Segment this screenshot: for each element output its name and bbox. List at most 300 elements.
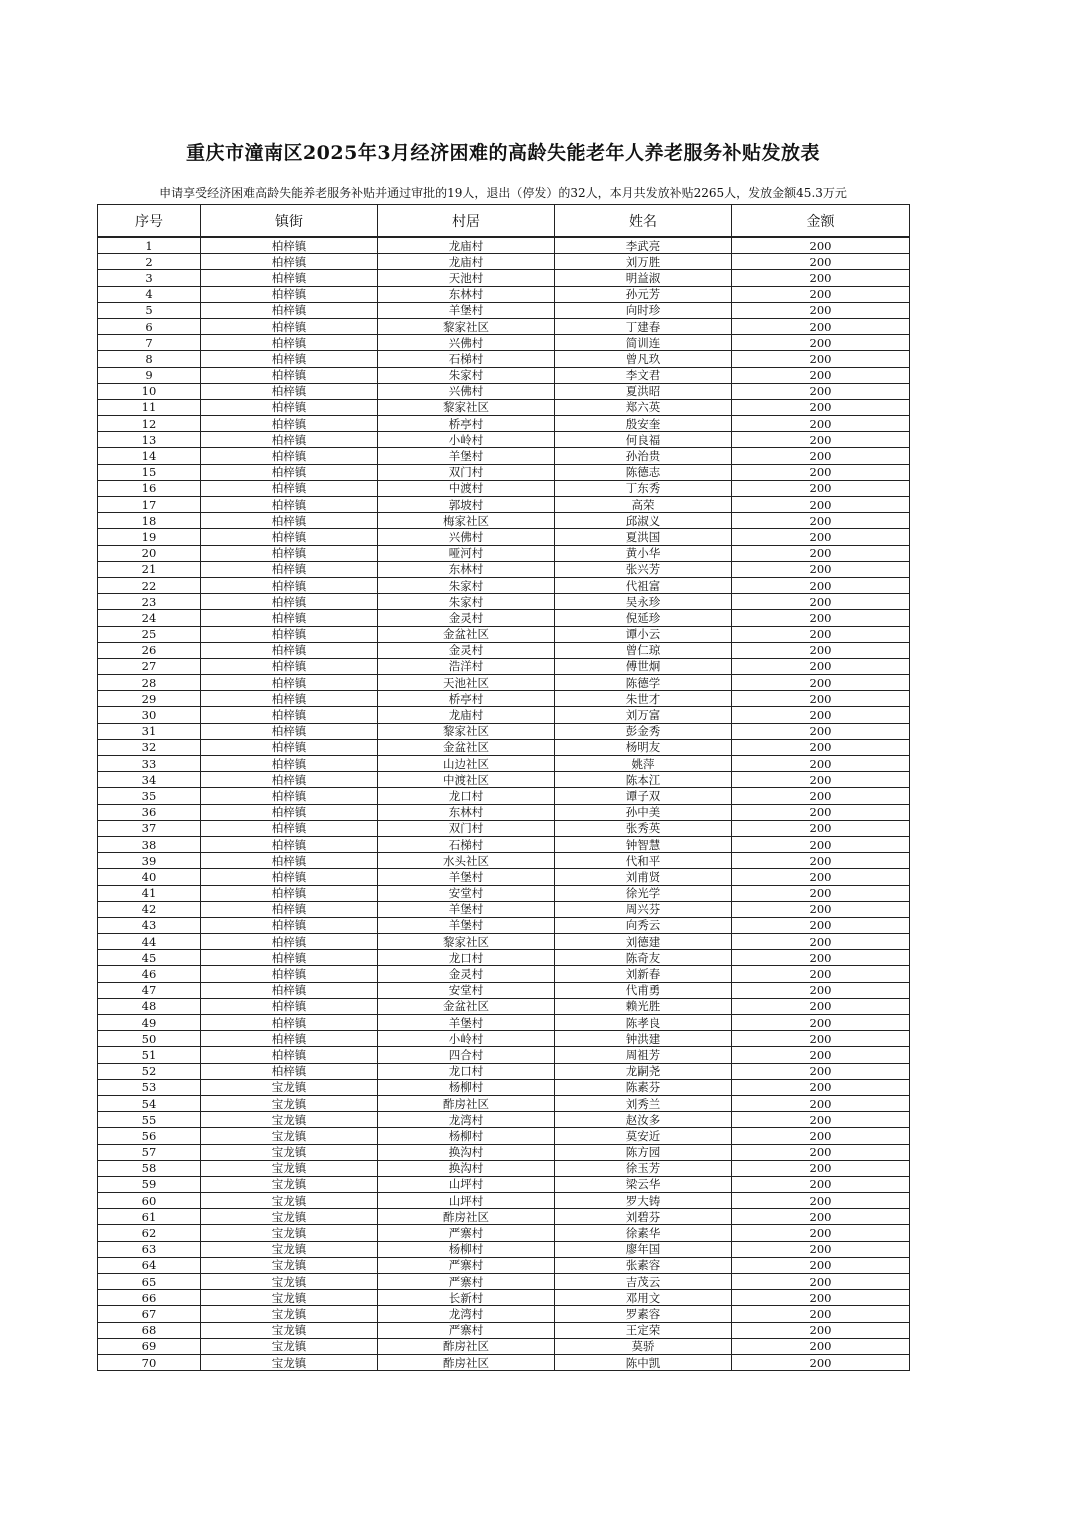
cell-amount: 200 [732,675,910,691]
cell-town: 柏梓镇 [201,561,378,577]
cell-name: 何良福 [555,432,732,448]
cell-town: 柏梓镇 [201,1015,378,1031]
table-row [98,1338,910,1354]
table-row [98,529,910,545]
cell-town: 宝龙镇 [201,1290,378,1306]
cell-name: 周祖芳 [555,1047,732,1063]
cell-name: 刘碧芬 [555,1209,732,1225]
cell-amount: 200 [732,1306,910,1322]
cell-town: 柏梓镇 [201,318,378,334]
cell-village: 严寨村 [378,1257,555,1273]
cell-name: 钟智慧 [555,836,732,852]
table-row [98,577,910,593]
cell-town: 柏梓镇 [201,577,378,593]
cell-town: 宝龙镇 [201,1322,378,1338]
cell-amount: 200 [732,383,910,399]
cell-village: 哑河村 [378,545,555,561]
cell-town: 柏梓镇 [201,594,378,610]
cell-index: 27 [98,658,201,674]
table-row [98,237,910,254]
cell-town: 宝龙镇 [201,1274,378,1290]
table-row [98,464,910,480]
cell-index: 49 [98,1015,201,1031]
cell-amount: 200 [732,1047,910,1063]
cell-town: 柏梓镇 [201,982,378,998]
cell-village: 黎家社区 [378,318,555,334]
cell-index: 7 [98,335,201,351]
cell-name: 罗素容 [555,1306,732,1322]
cell-name: 陈德志 [555,464,732,480]
cell-village: 石梯村 [378,351,555,367]
cell-amount: 200 [732,707,910,723]
cell-index: 67 [98,1306,201,1322]
cell-amount: 200 [732,1241,910,1257]
table-row [98,1095,910,1111]
cell-index: 50 [98,1031,201,1047]
cell-village: 龙口村 [378,950,555,966]
cell-amount: 200 [732,561,910,577]
cell-index: 31 [98,723,201,739]
table-row [98,1112,910,1128]
cell-name: 龙嗣尧 [555,1063,732,1079]
cell-index: 45 [98,950,201,966]
cell-name: 谭小云 [555,626,732,642]
cell-town: 宝龙镇 [201,1338,378,1354]
table-row [98,335,910,351]
cell-town: 柏梓镇 [201,513,378,529]
cell-town: 柏梓镇 [201,545,378,561]
cell-village: 中渡社区 [378,772,555,788]
cell-index: 14 [98,448,201,464]
table-row [98,1354,910,1370]
cell-village: 黎家社区 [378,723,555,739]
cell-amount: 200 [732,756,910,772]
cell-name: 赵汝多 [555,1112,732,1128]
cell-index: 24 [98,610,201,626]
cell-village: 双门村 [378,464,555,480]
table-row [98,561,910,577]
cell-amount: 200 [732,1257,910,1273]
table-row [98,901,910,917]
cell-index: 40 [98,869,201,885]
cell-name: 丁东秀 [555,480,732,496]
cell-town: 宝龙镇 [201,1241,378,1257]
table-row [98,367,910,383]
cell-town: 柏梓镇 [201,707,378,723]
cell-index: 33 [98,756,201,772]
table-row [98,351,910,367]
cell-index: 58 [98,1160,201,1176]
cell-village: 安堂村 [378,885,555,901]
cell-index: 47 [98,982,201,998]
cell-name: 廖年国 [555,1241,732,1257]
cell-village: 严寨村 [378,1274,555,1290]
table-row [98,270,910,286]
cell-index: 65 [98,1274,201,1290]
cell-name: 向秀云 [555,917,732,933]
cell-amount: 200 [732,286,910,302]
cell-village: 龙湾村 [378,1306,555,1322]
table-row [98,399,910,415]
cell-index: 69 [98,1338,201,1354]
cell-amount: 200 [732,610,910,626]
cell-index: 64 [98,1257,201,1273]
cell-index: 46 [98,966,201,982]
cell-village: 山坪村 [378,1193,555,1209]
table-row [98,254,910,270]
cell-town: 宝龙镇 [201,1160,378,1176]
cell-village: 酢房社区 [378,1338,555,1354]
cell-index: 17 [98,497,201,513]
cell-amount: 200 [732,270,910,286]
cell-name: 徐素华 [555,1225,732,1241]
cell-index: 41 [98,885,201,901]
cell-town: 柏梓镇 [201,820,378,836]
table-row [98,934,910,950]
cell-index: 6 [98,318,201,334]
cell-name: 杨明友 [555,739,732,755]
cell-amount: 200 [732,626,910,642]
cell-village: 金盆社区 [378,626,555,642]
cell-name: 陈德学 [555,675,732,691]
cell-amount: 200 [732,1322,910,1338]
table-row [98,804,910,820]
cell-index: 25 [98,626,201,642]
cell-name: 刘万富 [555,707,732,723]
cell-name: 吉茂云 [555,1274,732,1290]
cell-village: 羊堡村 [378,302,555,318]
cell-index: 8 [98,351,201,367]
cell-amount: 200 [732,739,910,755]
cell-amount: 200 [732,901,910,917]
cell-name: 莫骄 [555,1338,732,1354]
cell-amount: 200 [732,1354,910,1370]
column-header-village: 村居 [378,205,555,238]
cell-village: 梅家社区 [378,513,555,529]
cell-index: 10 [98,383,201,399]
cell-index: 59 [98,1176,201,1192]
cell-amount: 200 [732,1095,910,1111]
cell-town: 柏梓镇 [201,270,378,286]
cell-index: 12 [98,416,201,432]
cell-name: 张兴芳 [555,561,732,577]
cell-name: 夏洪昭 [555,383,732,399]
table-row [98,545,910,561]
cell-index: 63 [98,1241,201,1257]
cell-index: 2 [98,254,201,270]
table-row [98,998,910,1014]
cell-amount: 200 [732,351,910,367]
cell-village: 桥亭村 [378,691,555,707]
cell-name: 孙治贵 [555,448,732,464]
cell-index: 13 [98,432,201,448]
cell-town: 柏梓镇 [201,464,378,480]
cell-town: 宝龙镇 [201,1112,378,1128]
cell-name: 孙元芳 [555,286,732,302]
table-row [98,966,910,982]
cell-name: 刘甫贤 [555,869,732,885]
cell-index: 70 [98,1354,201,1370]
cell-index: 37 [98,820,201,836]
cell-town: 柏梓镇 [201,1063,378,1079]
cell-town: 柏梓镇 [201,966,378,982]
cell-amount: 200 [732,934,910,950]
table-row [98,286,910,302]
cell-amount: 200 [732,658,910,674]
cell-village: 换沟村 [378,1144,555,1160]
summary-subtitle: 申请享受经济困难高龄失能养老服务补贴并通过审批的19人，退出（停发）的32人，本月共发放补贴2265人，发放金额45.3万元 [159,186,847,200]
cell-village: 酢房社区 [378,1209,555,1225]
cell-village: 小岭村 [378,432,555,448]
table-row [98,448,910,464]
cell-village: 黎家社区 [378,399,555,415]
cell-name: 代和平 [555,853,732,869]
cell-name: 邱淑义 [555,513,732,529]
cell-name: 陈孝良 [555,1015,732,1031]
cell-amount: 200 [732,416,910,432]
cell-village: 龙庙村 [378,254,555,270]
cell-town: 柏梓镇 [201,885,378,901]
cell-town: 柏梓镇 [201,869,378,885]
table-row [98,885,910,901]
cell-town: 柏梓镇 [201,497,378,513]
table-row [98,658,910,674]
cell-town: 柏梓镇 [201,254,378,270]
table-row [98,1079,910,1095]
cell-village: 东林村 [378,561,555,577]
cell-name: 陈奇友 [555,950,732,966]
cell-amount: 200 [732,869,910,885]
cell-index: 57 [98,1144,201,1160]
table-header-row [98,205,910,238]
cell-village: 山边社区 [378,756,555,772]
cell-town: 宝龙镇 [201,1095,378,1111]
cell-village: 金盆社区 [378,998,555,1014]
column-header-name: 姓名 [555,205,732,238]
cell-index: 9 [98,367,201,383]
cell-town: 柏梓镇 [201,901,378,917]
table-row [98,302,910,318]
cell-amount: 200 [732,237,910,254]
cell-town: 柏梓镇 [201,917,378,933]
cell-index: 29 [98,691,201,707]
cell-name: 张素容 [555,1257,732,1273]
cell-amount: 200 [732,464,910,480]
table-row [98,626,910,642]
cell-amount: 200 [732,1031,910,1047]
cell-name: 曾凡玖 [555,351,732,367]
cell-village: 杨柳村 [378,1241,555,1257]
cell-name: 吴永珍 [555,594,732,610]
cell-name: 张秀英 [555,820,732,836]
cell-town: 柏梓镇 [201,237,378,254]
cell-village: 羊堡村 [378,901,555,917]
cell-name: 代甫勇 [555,982,732,998]
cell-village: 石梯村 [378,836,555,852]
cell-town: 宝龙镇 [201,1209,378,1225]
table-body [98,237,910,1371]
cell-village: 黎家社区 [378,934,555,950]
cell-village: 兴佛村 [378,383,555,399]
cell-village: 酢房社区 [378,1354,555,1370]
cell-index: 20 [98,545,201,561]
cell-name: 梁云华 [555,1176,732,1192]
cell-name: 徐光学 [555,885,732,901]
cell-village: 兴佛村 [378,335,555,351]
cell-village: 龙口村 [378,788,555,804]
cell-town: 柏梓镇 [201,626,378,642]
cell-town: 柏梓镇 [201,383,378,399]
table-row [98,1160,910,1176]
cell-village: 兴佛村 [378,529,555,545]
cell-index: 32 [98,739,201,755]
cell-name: 李武亮 [555,237,732,254]
cell-name: 彭金秀 [555,723,732,739]
cell-town: 柏梓镇 [201,302,378,318]
cell-village: 安堂村 [378,982,555,998]
table-row [98,917,910,933]
cell-town: 宝龙镇 [201,1257,378,1273]
cell-index: 61 [98,1209,201,1225]
cell-name: 孙中美 [555,804,732,820]
cell-village: 羊堡村 [378,869,555,885]
cell-town: 柏梓镇 [201,610,378,626]
cell-village: 严寨村 [378,1225,555,1241]
table-row [98,318,910,334]
cell-village: 龙口村 [378,1063,555,1079]
cell-index: 62 [98,1225,201,1241]
table-row [98,610,910,626]
cell-town: 宝龙镇 [201,1079,378,1095]
cell-index: 28 [98,675,201,691]
table-row [98,691,910,707]
cell-amount: 200 [732,885,910,901]
table-row [98,772,910,788]
cell-index: 19 [98,529,201,545]
table-row [98,756,910,772]
cell-village: 山坪村 [378,1176,555,1192]
cell-town: 柏梓镇 [201,998,378,1014]
cell-town: 柏梓镇 [201,286,378,302]
cell-index: 51 [98,1047,201,1063]
cell-village: 朱家村 [378,577,555,593]
cell-town: 柏梓镇 [201,335,378,351]
cell-village: 天池村 [378,270,555,286]
cell-village: 杨柳村 [378,1079,555,1095]
cell-index: 21 [98,561,201,577]
cell-town: 柏梓镇 [201,804,378,820]
table-row [98,982,910,998]
cell-town: 柏梓镇 [201,399,378,415]
column-header-index: 序号 [98,205,201,238]
cell-index: 66 [98,1290,201,1306]
cell-name: 周兴芬 [555,901,732,917]
cell-village: 严寨村 [378,1322,555,1338]
cell-village: 郭坡村 [378,497,555,513]
cell-amount: 200 [732,497,910,513]
cell-amount: 200 [732,318,910,334]
cell-amount: 200 [732,1193,910,1209]
cell-index: 15 [98,464,201,480]
cell-town: 柏梓镇 [201,723,378,739]
cell-name: 代祖富 [555,577,732,593]
cell-amount: 200 [732,545,910,561]
cell-amount: 200 [732,513,910,529]
cell-town: 柏梓镇 [201,788,378,804]
cell-village: 桥亭村 [378,416,555,432]
table-row [98,853,910,869]
table-row [98,1047,910,1063]
cell-village: 杨柳村 [378,1128,555,1144]
cell-name: 傅世炯 [555,658,732,674]
cell-name: 陈素芬 [555,1079,732,1095]
cell-index: 48 [98,998,201,1014]
cell-name: 黄小华 [555,545,732,561]
table-row [98,739,910,755]
table-row [98,497,910,513]
cell-town: 柏梓镇 [201,529,378,545]
cell-town: 柏梓镇 [201,739,378,755]
cell-amount: 200 [732,820,910,836]
cell-village: 金盆社区 [378,739,555,755]
cell-town: 柏梓镇 [201,642,378,658]
cell-amount: 200 [732,853,910,869]
cell-name: 王定荣 [555,1322,732,1338]
cell-index: 43 [98,917,201,933]
cell-town: 宝龙镇 [201,1176,378,1192]
cell-amount: 200 [732,448,910,464]
table-row [98,1209,910,1225]
cell-town: 柏梓镇 [201,448,378,464]
table-row [98,1274,910,1290]
cell-town: 柏梓镇 [201,853,378,869]
cell-town: 宝龙镇 [201,1354,378,1370]
cell-amount: 200 [732,1274,910,1290]
cell-index: 30 [98,707,201,723]
cell-index: 54 [98,1095,201,1111]
cell-village: 龙湾村 [378,1112,555,1128]
cell-index: 16 [98,480,201,496]
cell-amount: 200 [732,788,910,804]
table-row [98,1322,910,1338]
cell-village: 双门村 [378,820,555,836]
table-row [98,416,910,432]
table-row [98,1193,910,1209]
cell-amount: 200 [732,642,910,658]
cell-village: 龙庙村 [378,707,555,723]
cell-index: 4 [98,286,201,302]
cell-index: 42 [98,901,201,917]
cell-name: 丁建春 [555,318,732,334]
cell-town: 柏梓镇 [201,351,378,367]
cell-village: 朱家村 [378,367,555,383]
cell-name: 刘万胜 [555,254,732,270]
cell-town: 柏梓镇 [201,658,378,674]
table-row [98,950,910,966]
cell-index: 60 [98,1193,201,1209]
table-row [98,869,910,885]
column-header-amount: 金额 [732,205,910,238]
cell-index: 34 [98,772,201,788]
cell-town: 柏梓镇 [201,836,378,852]
cell-amount: 200 [732,723,910,739]
cell-amount: 200 [732,399,910,415]
cell-amount: 200 [732,982,910,998]
cell-index: 44 [98,934,201,950]
cell-name: 钟洪建 [555,1031,732,1047]
table-row [98,432,910,448]
column-header-town: 镇街 [201,205,378,238]
